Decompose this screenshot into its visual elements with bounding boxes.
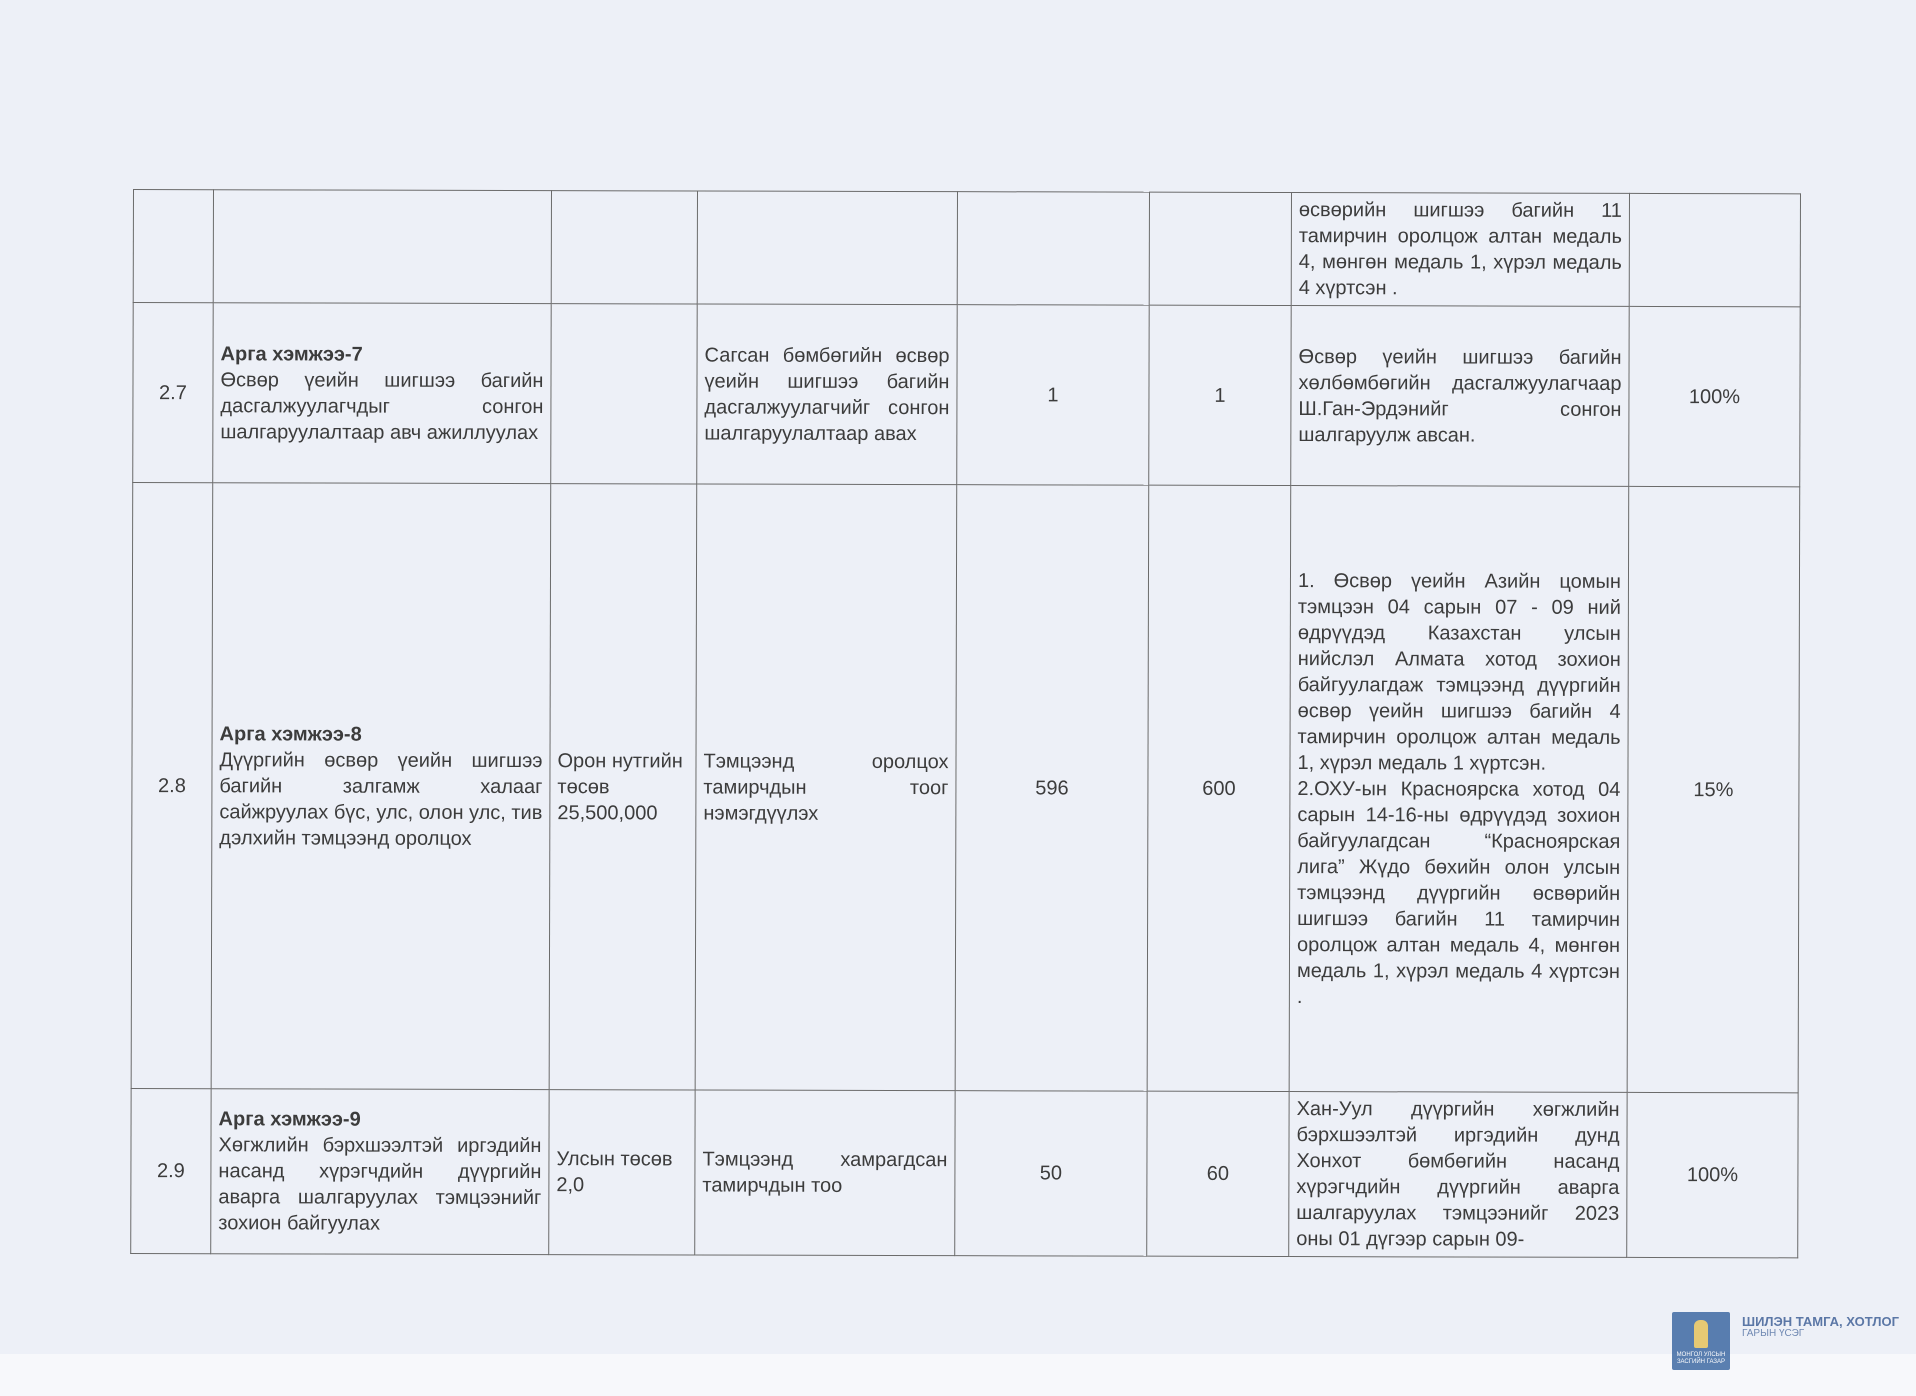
seal-line-2: ГАРЫН ҮСЭГ — [1742, 1328, 1805, 1339]
row-number — [133, 190, 213, 303]
row-number: 2.8 — [131, 483, 213, 1089]
government-emblem-logo — [1672, 1312, 1730, 1370]
activity-description: Хөгжлийн бэрхшээлтэй иргэдийн насанд хүрэгчдийн дүүргийн аварга шалгаруулах тэмцээнийг зохион байгуулах — [218, 1134, 542, 1235]
target-value: 600 — [1147, 485, 1291, 1091]
result-cell — [1291, 193, 1629, 307]
target-value: 1 — [1149, 305, 1291, 485]
target-value — [1149, 192, 1291, 305]
activity-description — [221, 246, 544, 247]
result-paragraph: өсвөрийн шигшээ багийн 11 тамирчин оролцож алтан медаль 4, мөнгөн медаль 1, хүрэл медаль 4 хүртсэн . — [1298, 199, 1622, 300]
indicator: Тэмцээнд хамрагдсан тамирчдын тоо — [695, 1090, 955, 1256]
completion-percent — [1629, 193, 1800, 306]
budget-source: Орон нутгийн төсөв 25,500,000 — [549, 484, 697, 1090]
completion-percent: 100% — [1629, 306, 1800, 486]
activity-cell — [213, 190, 551, 304]
emblem-caption: МОНГОЛ УЛСЫН ЗАСГИЙН ГАЗАР — [1676, 1352, 1726, 1365]
activity-title: Арга хэмжээ-8 — [219, 722, 362, 746]
result-cell — [1291, 306, 1629, 487]
activity-description: Өсвөр үеийн шигшээ багийн дасгалжуулагчдыг сонгон шалгаруулалтаар авч ажиллуулах — [220, 368, 544, 444]
activity-title: Арга хэмжээ-9 — [218, 1108, 361, 1131]
indicator: Сагсан бөмбөгийн өсвөр үеийн шигшээ багийн дасгалжуулагчийг сонгон шалгаруулалтаар авах — [697, 304, 957, 485]
completion-percent: 15% — [1627, 486, 1800, 1092]
table-row — [131, 1088, 1798, 1257]
result-paragraph: Өсвөр үеийн шигшээ багийн хөлбөмбөгийн дасгалжуулагчаар Ш.Ган-Эрдэнийг сонгон шалгаруулж авсан. — [1298, 345, 1622, 447]
page-bottom-strip — [0, 1354, 1916, 1396]
row-number: 2.9 — [131, 1088, 211, 1253]
activity-cell — [211, 483, 551, 1090]
activity-title — [221, 246, 544, 247]
indicator — [697, 191, 957, 305]
baseline-value: 50 — [955, 1091, 1147, 1257]
activity-cell — [213, 303, 551, 484]
result-cell — [1289, 1092, 1627, 1258]
budget-source — [551, 304, 697, 484]
row-number: 2.7 — [133, 303, 213, 483]
table-row — [133, 303, 1800, 487]
table-row — [133, 190, 1800, 307]
activity-description: Дүүргийн өсвөр үеийн шигшээ багийн залгамж халааг сайжруулах бүс, улс, олон улс, тив дэлхийн тэмцээнд оролцох — [219, 748, 543, 850]
target-value: 60 — [1147, 1091, 1289, 1256]
activity-table — [130, 189, 1801, 1258]
soyombo-icon — [1694, 1320, 1708, 1348]
baseline-value: 596 — [955, 485, 1149, 1092]
activity-title: Арга хэмжээ-7 — [220, 342, 363, 366]
seal-watermark-text — [1742, 1316, 1912, 1340]
activity-cell — [211, 1089, 549, 1255]
table-row — [131, 483, 1800, 1093]
result-cell — [1289, 486, 1629, 1093]
budget-source — [551, 191, 697, 304]
result-paragraph: 1. Өсвөр үеийн Азийн цомын тэмцээн 04 сарын 07 - 09 ний өдрүүдэд Казахстан улсын нийслэл Алмата хотод зохион байгуулагдаж тэмцээнд дүүргийн өсвөр үеийн шигшээ багийн 4 тамирчин оролцож алтан медаль 1, хүрэл медаль 1 хүртсэн. — [1297, 569, 1622, 775]
seal-line-1: ШИЛЭН ТАМГА, ХОТЛОГ — [1742, 1314, 1899, 1329]
result-paragraph: 2.ОХУ-ын Красноярска хотод 04 сарын 14-16-ны өдрүүдэд зохион байгуулагдсан “Красноярская лига” Жүдо бөхийн олон улсын тэмцээнд дүүргийн өсвөрийн шигшээ багийн 11 тамирчин оролцож алтан медаль 4, мөнгөн медаль 1, хүрэл медаль 4 хүртсэн . — [1296, 777, 1621, 1008]
baseline-value: 1 — [957, 305, 1149, 486]
completion-percent: 100% — [1627, 1092, 1798, 1257]
result-paragraph: Хан-Уул дүүргийн хөгжлийн бэрхшээлтэй иргэдийн дунд Хонхот бөмбөгийн насанд хүрэгчдийн дүүргийн аварга шалгаруулах тэмцээнийг 2023 оны 01 дүгээр сарын 09- — [1296, 1098, 1620, 1251]
indicator: Тэмцээнд оролцох тамирчдын тоог нэмэгдүүлэх — [695, 484, 957, 1091]
baseline-value — [957, 192, 1149, 306]
budget-source: Улсын төсөв 2,0 — [549, 1090, 695, 1255]
